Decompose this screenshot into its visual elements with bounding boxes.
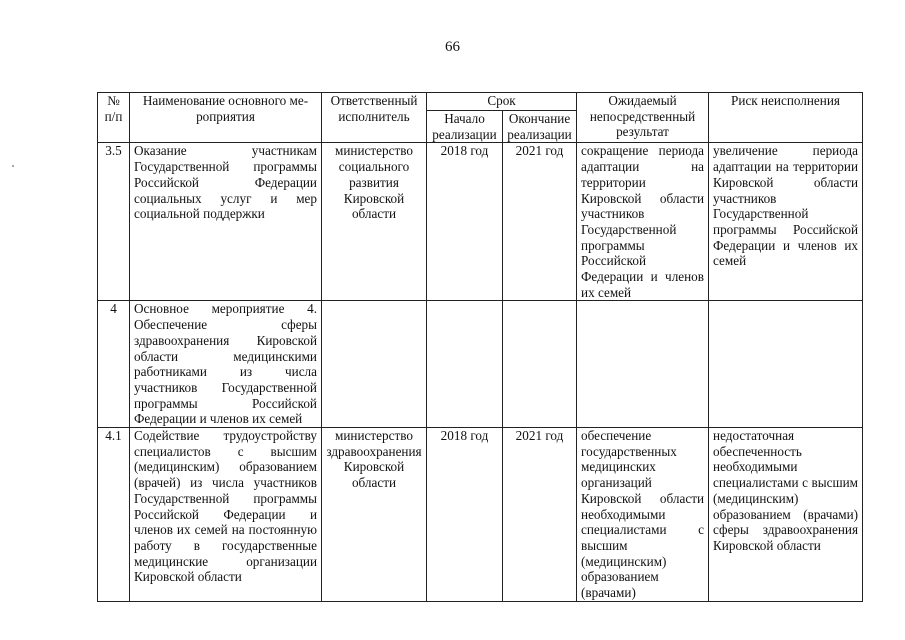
row-end xyxy=(503,301,577,428)
header-term: Срок xyxy=(427,93,577,111)
header-num: № п/п xyxy=(98,93,130,143)
row-responsible: министерство социального развития Кировской области xyxy=(322,143,427,301)
scan-speck xyxy=(12,165,14,167)
row-end: 2021 год xyxy=(503,428,577,602)
header-start: Начало реализации xyxy=(427,111,503,143)
row-expected-result xyxy=(577,301,709,428)
header-expected-result: Ожидаемый непосредственный результат xyxy=(577,93,709,143)
row-num: 3.5 xyxy=(98,143,130,301)
activities-table xyxy=(97,92,863,602)
row-start: 2018 год xyxy=(427,428,503,602)
row-end: 2021 год xyxy=(503,143,577,301)
row-num: 4.1 xyxy=(98,428,130,602)
row-activity-name: Основное мероприятие 4. Обеспечение сферы здравоохранения Кировской области медицинскими работниками из числа участников Государственной программы Российской Федерации и членов их семей xyxy=(130,301,322,428)
row-expected-result: обеспечение государственных медицинских организаций Кировской области необходимыми специалистами с высшим (медицинским) образованием (врачами) xyxy=(577,428,709,602)
header-risk: Риск неисполнения xyxy=(709,93,863,143)
row-activity-name: Содействие трудоустройству специалистов с высшим (медицинским) образованием (врачей) из числа участников Государственной программы Российской Федерации и членов их семей на постоянную работу в государственные медицинские организации Кировской области xyxy=(130,428,322,602)
row-responsible xyxy=(322,301,427,428)
row-responsible: министерство здравоохранения Кировской области xyxy=(322,428,427,602)
row-num: 4 xyxy=(98,301,130,428)
row-activity-name: Оказание участникам Государственной программы Российской Федерации социальных услуг и мер социальной поддержки xyxy=(130,143,322,301)
table-row xyxy=(98,428,863,602)
header-end: Окончание реализации xyxy=(503,111,577,143)
row-start: 2018 год xyxy=(427,143,503,301)
row-risk: недостаточная обеспеченность необходимыми специалистами с высшим (медицинским) образованием (врачами) сферы здравоохранения Кировской области xyxy=(709,428,863,602)
row-risk: увеличение периода адаптации на территории Кировской области участников Государственной программы Российской Федерации и членов их семей xyxy=(709,143,863,301)
header-name: Наименование основного ме-роприятия xyxy=(130,93,322,143)
row-risk xyxy=(709,301,863,428)
table-row xyxy=(98,143,863,301)
page-number: 66 xyxy=(445,39,460,55)
header-responsible: Ответственный исполнитель xyxy=(322,93,427,143)
row-start xyxy=(427,301,503,428)
table-row xyxy=(98,301,863,428)
row-expected-result: сокращение периода адаптации на территории Кировской области участников Государственной программы Российской Федерации и членов их семей xyxy=(577,143,709,301)
